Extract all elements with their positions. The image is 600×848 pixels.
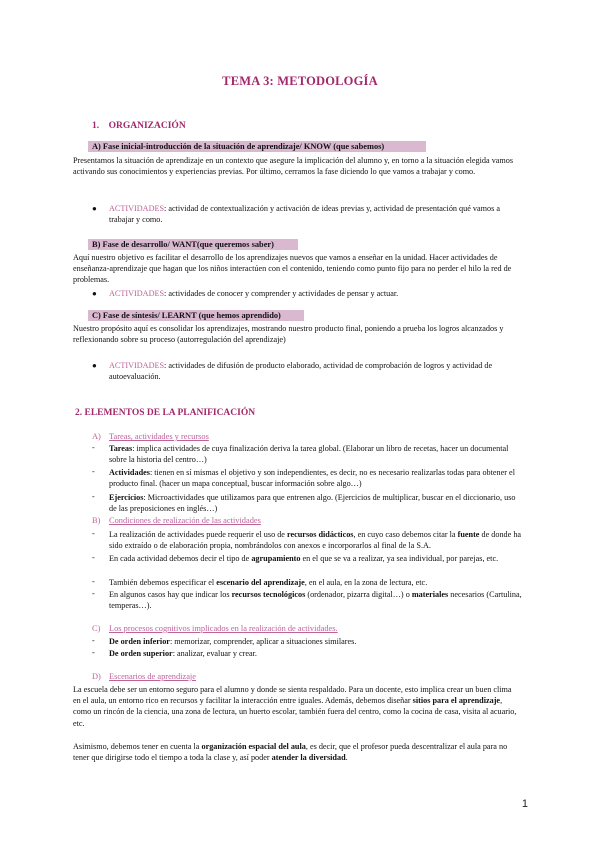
list-item-orden-superior (109, 648, 523, 659)
phase-c-label: C) Fase de síntesis/ LEARNT (que hemos aprendido) (88, 310, 304, 321)
activities-text: : actividades de conocer y comprender y actividades de pensar y actuar. (164, 289, 399, 298)
subsection-a-label: Tareas, actividades y recursos (109, 432, 209, 441)
term: Ejercicios (109, 493, 144, 502)
dash: - (92, 636, 95, 645)
emphasis: sitios para el aprendizaje (412, 696, 501, 706)
phase-c-activities (109, 360, 523, 382)
list-item-tecnologicos (109, 589, 523, 611)
page-title: TEMA 3: METODOLOGÍA (222, 74, 378, 88)
text: La escuela debe ser un entorno seguro para el alumno y donde se sienta respaldado. Para un docente, esto implica crear un buen clima en el aula, un entorno rico en recursos y facilitar la interacción entre iguales. Además, debemos diseñar (73, 685, 512, 706)
dash: - (92, 492, 95, 501)
subsection-d-label: Escenarios de aprendizaje (109, 672, 196, 681)
text: , es decir, que el profesor pueda descentralizar el aula para no tener que dirigirse todo el tiempo a toda la clase y, así poder (73, 742, 508, 763)
phase-b-label: B) Fase de desarrollo/ WANT(que queremos saber) (88, 239, 298, 250)
activities-label: ACTIVIDADES (109, 361, 165, 370)
activities-label: ACTIVIDADES (109, 289, 165, 298)
dash: - (92, 648, 95, 657)
term: De orden superior (109, 649, 173, 658)
list-item-recursos (109, 529, 523, 551)
subsection-c-letter: C) (92, 624, 101, 633)
dash: - (92, 553, 95, 562)
phase-a-text: Presentamos la situación de aprendizaje en un contexto que asegure la implicación del alumno y, en torno a la situación elegida vamos activando sus conocimientos y experiencias previas. Por último, cerramos la fase diciendo lo que vamos a trabajar y como. (73, 156, 514, 177)
text: La realización de actividades puede requerir el uso de (109, 530, 287, 539)
section-1-title: ORGANIZACIÓN (108, 121, 186, 131)
phase-a-activities (109, 203, 523, 225)
bullet: ● (92, 361, 97, 370)
emphasis: organización espacial del aula (201, 742, 306, 751)
escenarios-paragraph-1 (73, 684, 521, 729)
list-item-orden-inferior (109, 636, 523, 647)
bullet: ● (92, 204, 97, 213)
text: En algunos casos hay que indicar los (109, 590, 232, 599)
section-1-number: 1. (92, 121, 100, 131)
text: de donde ha sido extraído o de elaboración propia, nombrándolos con anexos e incorporarlos al final de la S.A. (109, 530, 522, 551)
phase-c-text: Nuestro propósito aquí es consolidar los aprendizajes, mostrando nuestro producto final, poniendo a prueba los logros alcanzados y reflexionando sobre su proceso (autorregulación del aprendizaje) (73, 324, 504, 345)
activities-text: : actividad de contextualización y activación de ideas previas y, actividad de presentación qué vamos a trabajar y como. (109, 204, 500, 225)
dash: - (92, 589, 95, 598)
bullet: ● (92, 289, 97, 298)
page-number: 1 (521, 798, 528, 810)
text: en el que se va a realizar, ya sea individual, por parejas, etc. (300, 554, 499, 563)
definition: : tienen en sí mismas el objetivo y son independientes, es decir, no es necesario realizarlas todas para obtener el producto final. (hacer un mapa conceptual, buscar información sobre algo…) (109, 468, 515, 489)
text: , en el aula, en la zona de lectura, etc. (304, 578, 428, 587)
list-item-actividades (109, 467, 523, 489)
text: , como un rincón de la ciencia, una zona de lectura, un huerto escolar, también fuera del centro, como la cocina de casa, visita al acuario, etc. (73, 696, 517, 728)
term: Tareas (109, 444, 133, 453)
emphasis: recursos tecnológicos (231, 590, 306, 599)
phase-a-label: A) Fase inicial-introducción de la situación de aprendizaje/ KNOW (que sabemos) (88, 141, 426, 152)
subsection-d-letter: D) (92, 672, 101, 681)
emphasis: materiales (411, 590, 449, 599)
list-item-tareas (109, 443, 523, 465)
emphasis: atender la diversidad (271, 753, 346, 763)
emphasis: agrupamiento (251, 554, 301, 563)
emphasis: recursos didácticos (287, 530, 354, 539)
subsection-b-letter: B) (92, 516, 101, 525)
definition: : implica actividades de cuya finalización deriva la tarea global. (Elaborar un libro de recetas, hacer un documental sobre la historia del centro…) (109, 444, 509, 465)
definition: : Microactividades que utilizamos para que entrenen algo. (Ejercicios de multiplicar, buscar en el diccionario, uso de las preposiciones en inglés…) (109, 493, 516, 514)
phase-b-text: Aquí nuestro objetivo es facilitar el desarrollo de los aprendizajes nuevos que vamos a enseñar en la unidad. Hacer actividades de enseñanza-aprendizaje que hagan que los niños interactúen con el contenido, teniendo como punto fijo para no perder el hilo la red de problemas. (73, 253, 512, 285)
dash: - (92, 529, 95, 538)
emphasis: escenario del aprendizaje (216, 578, 305, 587)
text: También debemos especificar el (109, 578, 217, 587)
emphasis: fuente (457, 530, 480, 539)
text: (ordenador, pizarra digital…) o (305, 590, 412, 599)
definition: : analizar, evaluar y crear. (172, 649, 257, 658)
activities-text: : actividades de difusión de producto elaborado, actividad de comprobación de logros y actividad de autoevaluación. (109, 361, 493, 382)
dash: - (92, 467, 95, 476)
text: necesarios (Cartulina, temperas…). (109, 590, 522, 611)
subsection-a-letter: A) (92, 432, 101, 441)
escenarios-paragraph-2 (73, 741, 521, 763)
term: Actividades (109, 468, 150, 477)
term: De orden inferior (109, 637, 170, 646)
list-item-ejercicios (109, 492, 523, 514)
text: Asimismo, debemos tener en cuenta la (73, 742, 202, 751)
subsection-b-label: Condiciones de realización de las actividades (109, 516, 261, 525)
list-item-escenario (109, 577, 523, 588)
subsection-c-label: Los procesos cognitivos implicados en la realización de actividades. (109, 624, 338, 633)
section-1-heading (92, 121, 186, 131)
text: , en cuyo caso debemos citar la (353, 530, 458, 539)
dash: - (92, 577, 95, 586)
text: . (345, 753, 348, 763)
text: En cada actividad debemos decir el tipo de (109, 554, 252, 563)
section-2-heading: 2. ELEMENTOS DE LA PLANIFICACIÓN (75, 408, 256, 418)
phase-b-activities (109, 288, 523, 299)
list-item-agrupamiento (109, 553, 523, 564)
activities-label: ACTIVIDADES (109, 204, 165, 213)
definition: : memorizar, comprender, aplicar a situaciones similares. (169, 637, 357, 646)
dash: - (92, 443, 95, 452)
